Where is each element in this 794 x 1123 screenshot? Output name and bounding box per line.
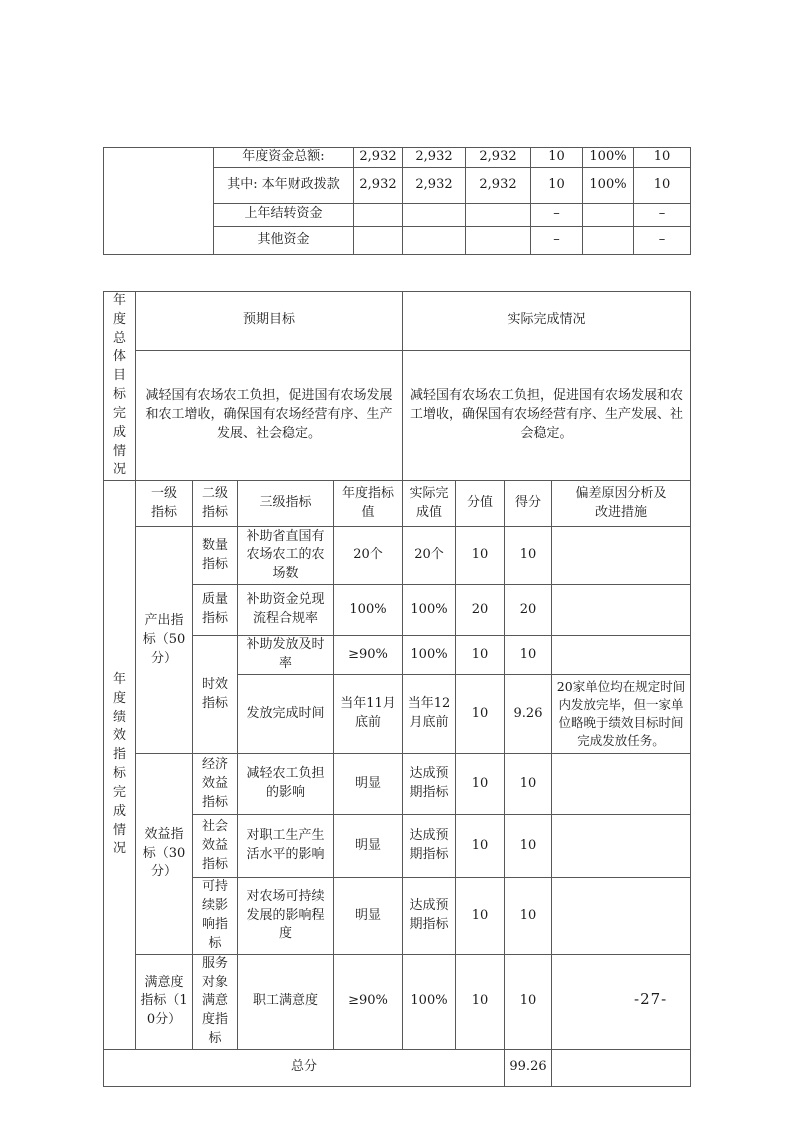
funding-value [354, 203, 403, 226]
funding-rate: 100% [583, 167, 634, 203]
deviation-cell [552, 527, 691, 585]
total-score-cell: 99.26 [505, 1049, 552, 1086]
annual-goal-row-label: 年度总体目标完成情况 [104, 291, 136, 480]
points-cell: 20 [456, 585, 505, 636]
level2-cell: 社会效益指标 [193, 815, 238, 878]
total-label-cell: 总分 [104, 1049, 505, 1086]
actual-cell: 达成预期指标 [403, 754, 456, 815]
header-level3: 三级指标 [238, 481, 334, 527]
points-cell: 10 [456, 754, 505, 815]
header-score: 得分 [505, 481, 552, 527]
funding-score: 10 [634, 167, 691, 203]
actual-cell: 100% [403, 636, 456, 675]
deviation-cell [552, 754, 691, 815]
funding-row [104, 148, 691, 168]
funding-rate [583, 226, 634, 254]
funding-score: 10 [634, 148, 691, 168]
score-cell: 10 [505, 527, 552, 585]
deviation-cell [552, 954, 691, 1049]
funding-rate [583, 203, 634, 226]
funding-row-label: 年度资金总额: [214, 148, 354, 168]
indicator-row [104, 527, 691, 585]
points-cell: 10 [456, 636, 505, 675]
funding-rate: 100% [583, 148, 634, 168]
points-cell: 10 [456, 954, 505, 1049]
score-cell: 10 [505, 815, 552, 878]
actual-cell: 20个 [403, 527, 456, 585]
funding-points: 10 [531, 167, 583, 203]
level3-cell: 职工满意度 [238, 954, 334, 1049]
actual-completion-text: 减轻国有农场农工负担，促进国有农场发展和农工增收，确保国有农场经营有序、生产发展、社会稳定。 [403, 350, 691, 480]
level3-cell: 对职工生产生活水平的影响 [238, 815, 334, 878]
level3-cell: 对农场可持续发展的影响程度 [238, 878, 334, 954]
score-cell: 20 [505, 585, 552, 636]
actual-cell: 达成预期指标 [403, 815, 456, 878]
level2-cell: 服务对象满意度指标 [193, 954, 238, 1049]
indicator-row [104, 954, 691, 1049]
level2-cell: 经济效益指标 [193, 754, 238, 815]
funding-score: – [634, 226, 691, 254]
level1-cell: 满意度指标（10分） [136, 954, 193, 1049]
indicator-row [104, 636, 691, 675]
expected-goal-text: 减轻国有农场农工负担，促进国有农场发展和农工增收，确保国有农场经营有序、生产发展、社会稳定。 [136, 350, 403, 480]
funding-row-label: 其他资金 [214, 226, 354, 254]
total-deviation-empty-cell [552, 1049, 691, 1086]
actual-completion-header: 实际完成情况 [403, 291, 691, 350]
funding-row-label: 上年结转资金 [214, 203, 354, 226]
header-target: 年度指标值 [334, 481, 403, 527]
indicator-row [104, 815, 691, 878]
level2-cell: 时效指标 [193, 636, 238, 754]
funding-value: 2,932 [354, 167, 403, 203]
level3-cell: 减轻农工负担的影响 [238, 754, 334, 815]
target-cell: 当年11月底前 [334, 675, 403, 754]
header-deviation: 偏差原因分析及改进措施 [552, 481, 691, 527]
page-number: -27- [634, 990, 668, 1008]
level3-cell: 发放完成时间 [238, 675, 334, 754]
points-cell: 10 [456, 878, 505, 954]
indicator-row [104, 754, 691, 815]
level2-cell: 可持续影响指标 [193, 878, 238, 954]
funding-points: 10 [531, 148, 583, 168]
funding-value: 2,932 [466, 148, 531, 168]
deviation-cell [552, 878, 691, 954]
funding-value [354, 226, 403, 254]
level1-cell: 效益指标（30分） [136, 754, 193, 954]
header-points: 分值 [456, 481, 505, 527]
score-cell: 10 [505, 878, 552, 954]
level3-cell: 补助资金兑现流程合规率 [238, 585, 334, 636]
actual-cell: 100% [403, 954, 456, 1049]
header-actual: 实际完成值 [403, 481, 456, 527]
funding-value: 2,932 [403, 148, 466, 168]
score-cell: 10 [505, 636, 552, 675]
funding-row-label: 其中: 本年财政拨款 [214, 167, 354, 203]
level1-cell: 产出指标（50分） [136, 527, 193, 754]
actual-cell: 100% [403, 585, 456, 636]
indicator-section-row-label: 年度绩效指标完成情况 [104, 481, 136, 1050]
level2-cell: 数量指标 [193, 527, 238, 585]
deviation-cell [552, 585, 691, 636]
target-cell: 明显 [334, 754, 403, 815]
target-cell: 明显 [334, 815, 403, 878]
performance-report-table [103, 147, 690, 1087]
level3-cell: 补助发放及时率 [238, 636, 334, 675]
level3-cell: 补助省直国有农场农工的农场数 [238, 527, 334, 585]
target-cell: ≥90% [334, 636, 403, 675]
points-cell: 10 [456, 815, 505, 878]
indicator-row [104, 585, 691, 636]
funding-value [466, 203, 531, 226]
funding-value [403, 203, 466, 226]
actual-cell: 当年12月底前 [403, 675, 456, 754]
funding-value: 2,932 [466, 167, 531, 203]
score-cell: 9.26 [505, 675, 552, 754]
level2-cell: 质量指标 [193, 585, 238, 636]
funding-points: – [531, 203, 583, 226]
annual-goal-table [103, 291, 691, 481]
funding-points: – [531, 226, 583, 254]
score-cell: 10 [505, 954, 552, 1049]
header-level2: 二级指标 [193, 481, 238, 527]
score-cell: 10 [505, 754, 552, 815]
actual-cell: 达成预期指标 [403, 878, 456, 954]
target-cell: 100% [334, 585, 403, 636]
expected-goal-header: 预期目标 [136, 291, 403, 350]
funding-value [466, 226, 531, 254]
indicator-header-row [104, 481, 691, 527]
funding-table [103, 147, 691, 292]
funding-value [403, 226, 466, 254]
points-cell: 10 [456, 675, 505, 754]
funding-value: 2,932 [403, 167, 466, 203]
header-level1: 一级指标 [136, 481, 193, 527]
target-cell: 明显 [334, 878, 403, 954]
funding-empty-cell [104, 148, 214, 255]
points-cell: 10 [456, 527, 505, 585]
target-cell: ≥90% [334, 954, 403, 1049]
indicator-table [103, 480, 691, 1087]
deviation-cell: 20家单位均在规定时间内发放完毕，但一家单位略晚于绩效目标时间完成发放任务。 [552, 675, 691, 754]
indicator-row [104, 878, 691, 954]
total-row [104, 1049, 691, 1086]
funding-score: – [634, 203, 691, 226]
funding-value: 2,932 [354, 148, 403, 168]
deviation-cell [552, 815, 691, 878]
deviation-cell [552, 636, 691, 675]
target-cell: 20个 [334, 527, 403, 585]
